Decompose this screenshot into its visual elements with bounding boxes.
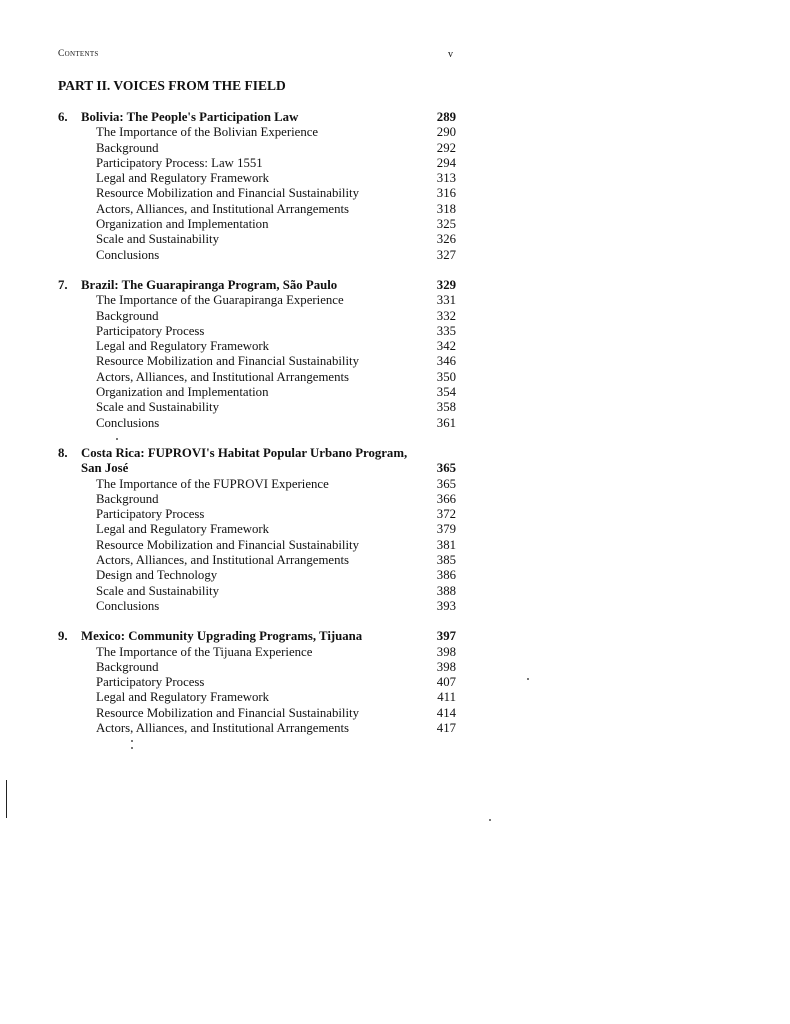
scan-speck <box>527 678 529 680</box>
section-entry <box>58 416 458 431</box>
section-title: Conclusions <box>96 247 160 262</box>
section-entry <box>58 599 458 614</box>
section-title: The Importance of the Bolivian Experience <box>96 125 319 140</box>
section-page-number: 407 <box>436 675 456 690</box>
section-page-number: 350 <box>436 369 456 384</box>
section-title: Background <box>96 659 159 674</box>
section-title: The Importance of the FUPROVI Experience <box>96 476 329 491</box>
section-title: The Importance of the Guarapiranga Experience <box>96 293 344 308</box>
section-page-number: 318 <box>436 201 456 216</box>
section-page-number: 354 <box>436 385 456 400</box>
section-title: Participatory Process <box>96 675 205 690</box>
chapter-number: 9. <box>58 629 68 644</box>
section-page-number: 326 <box>436 232 456 247</box>
section-entry <box>58 568 458 583</box>
section-entry <box>58 202 458 217</box>
section-entry <box>58 293 458 308</box>
section-page-number: 361 <box>436 415 456 430</box>
section-title: Design and Technology <box>96 568 218 583</box>
running-head: Contents <box>58 49 99 59</box>
section-title: Resource Mobilization and Financial Sustainability <box>96 354 359 369</box>
chapter-page-number: 329 <box>436 277 456 292</box>
section-entry <box>58 385 458 400</box>
section-entry <box>58 186 458 201</box>
scan-speck <box>131 747 133 749</box>
section-title: Resource Mobilization and Financial Sustainability <box>96 705 359 720</box>
section-title: Participatory Process: Law 1551 <box>96 155 263 170</box>
table-of-contents <box>58 110 458 751</box>
section-entry <box>58 477 458 492</box>
section-title: Organization and Implementation <box>96 385 269 400</box>
section-entry <box>58 370 458 385</box>
section-title: Participatory Process <box>96 507 205 522</box>
section-entry <box>58 553 458 568</box>
section-page-number: 379 <box>436 522 456 537</box>
chapter-page-number: 365 <box>436 461 456 476</box>
chapter-heading-row <box>58 278 458 293</box>
chapter-entry <box>58 629 458 736</box>
scan-speck <box>131 740 133 742</box>
section-title: Organization and Implementation <box>96 217 269 232</box>
section-entry <box>58 721 458 736</box>
section-page-number: 346 <box>436 354 456 369</box>
section-entry <box>58 125 458 140</box>
section-page-number: 294 <box>436 155 456 170</box>
chapter-heading-row <box>58 110 458 125</box>
page-number: v <box>448 49 453 60</box>
section-page-number: 417 <box>436 720 456 735</box>
section-page-number: 290 <box>436 125 456 140</box>
scan-margin-line <box>6 780 7 818</box>
chapter-number: 8. <box>58 445 68 460</box>
section-page-number: 332 <box>436 308 456 323</box>
chapter-entry <box>58 278 458 431</box>
section-page-number: 398 <box>436 644 456 659</box>
section-page-number: 316 <box>436 186 456 201</box>
section-entry <box>58 309 458 324</box>
chapter-entry <box>58 446 458 614</box>
section-page-number: 393 <box>436 598 456 613</box>
chapter-title: Bolivia: The People's Participation Law <box>81 110 299 124</box>
section-title: Participatory Process <box>96 323 205 338</box>
section-page-number: 388 <box>436 583 456 598</box>
section-page-number: 398 <box>436 659 456 674</box>
section-page-number: 414 <box>436 705 456 720</box>
section-title: Scale and Sustainability <box>96 583 219 598</box>
section-title: Actors, Alliances, and Institutional Arrangements <box>96 369 350 384</box>
section-title: Actors, Alliances, and Institutional Arrangements <box>96 720 350 735</box>
section-entry <box>58 675 458 690</box>
section-title: Legal and Regulatory Framework <box>96 339 270 354</box>
chapter-title: Mexico: Community Upgrading Programs, Tijuana <box>81 629 363 644</box>
section-entry <box>58 324 458 339</box>
section-entry <box>58 141 458 156</box>
section-title: Legal and Regulatory Framework <box>96 171 270 186</box>
section-entry <box>58 354 458 369</box>
chapter-entry <box>58 110 458 263</box>
section-entry <box>58 232 458 247</box>
section-page-number: 411 <box>437 690 456 705</box>
section-title: Background <box>96 491 159 506</box>
section-title: Actors, Alliances, and Institutional Arrangements <box>96 553 350 568</box>
chapter-title: Brazil: The Guarapiranga Program, São Paulo <box>81 277 338 292</box>
section-entry <box>58 248 458 263</box>
section-page-number: 342 <box>436 339 456 354</box>
section-title: Legal and Regulatory Framework <box>96 522 270 537</box>
section-entry <box>58 522 458 537</box>
section-entry <box>58 584 458 599</box>
section-entry <box>58 645 458 660</box>
scan-speck <box>489 819 491 821</box>
section-title: Resource Mobilization and Financial Sustainability <box>96 537 359 552</box>
section-entry <box>58 538 458 553</box>
chapter-number: 7. <box>58 277 68 292</box>
section-page-number: 313 <box>436 171 456 186</box>
section-entry <box>58 339 458 354</box>
scan-speck <box>116 438 118 440</box>
section-title: Legal and Regulatory Framework <box>96 690 270 705</box>
section-entry <box>58 690 458 705</box>
section-entry <box>58 507 458 522</box>
section-title: Background <box>96 308 159 323</box>
section-page-number: 358 <box>436 400 456 415</box>
chapter-title: Costa Rica: FUPROVI's Habitat Popular Urbano Program, <box>81 445 408 460</box>
chapter-page-number: 397 <box>436 629 456 644</box>
section-page-number: 372 <box>436 507 456 522</box>
section-entry <box>58 400 458 415</box>
part-title: PART II. VOICES FROM THE FIELD <box>58 78 286 93</box>
section-title: Conclusions <box>96 598 160 613</box>
section-title: Conclusions <box>96 415 160 430</box>
section-page-number: 365 <box>436 476 456 491</box>
section-page-number: 385 <box>436 553 456 568</box>
section-entry <box>58 217 458 232</box>
section-page-number: 366 <box>436 491 456 506</box>
chapter-number: 6. <box>58 110 68 124</box>
section-title: Resource Mobilization and Financial Sustainability <box>96 186 359 201</box>
section-entry <box>58 660 458 675</box>
section-entry <box>58 492 458 507</box>
chapter-heading-row <box>58 446 458 461</box>
section-page-number: 381 <box>436 537 456 552</box>
chapter-heading-row <box>58 461 458 476</box>
section-entry <box>58 156 458 171</box>
section-title: Actors, Alliances, and Institutional Arrangements <box>96 201 350 216</box>
section-title: Scale and Sustainability <box>96 232 219 247</box>
section-page-number: 325 <box>436 217 456 232</box>
section-page-number: 386 <box>436 568 456 583</box>
section-title: The Importance of the Tijuana Experience <box>96 644 313 659</box>
section-page-number: 292 <box>436 140 456 155</box>
section-entry <box>58 171 458 186</box>
section-title: Scale and Sustainability <box>96 400 219 415</box>
chapter-heading-row <box>58 629 458 644</box>
section-page-number: 327 <box>436 247 456 262</box>
section-entry <box>58 706 458 721</box>
chapter-title: San José <box>81 461 129 476</box>
section-page-number: 335 <box>436 323 456 338</box>
chapter-page-number: 289 <box>436 110 456 124</box>
section-title: Background <box>96 140 159 155</box>
section-page-number: 331 <box>436 293 456 308</box>
